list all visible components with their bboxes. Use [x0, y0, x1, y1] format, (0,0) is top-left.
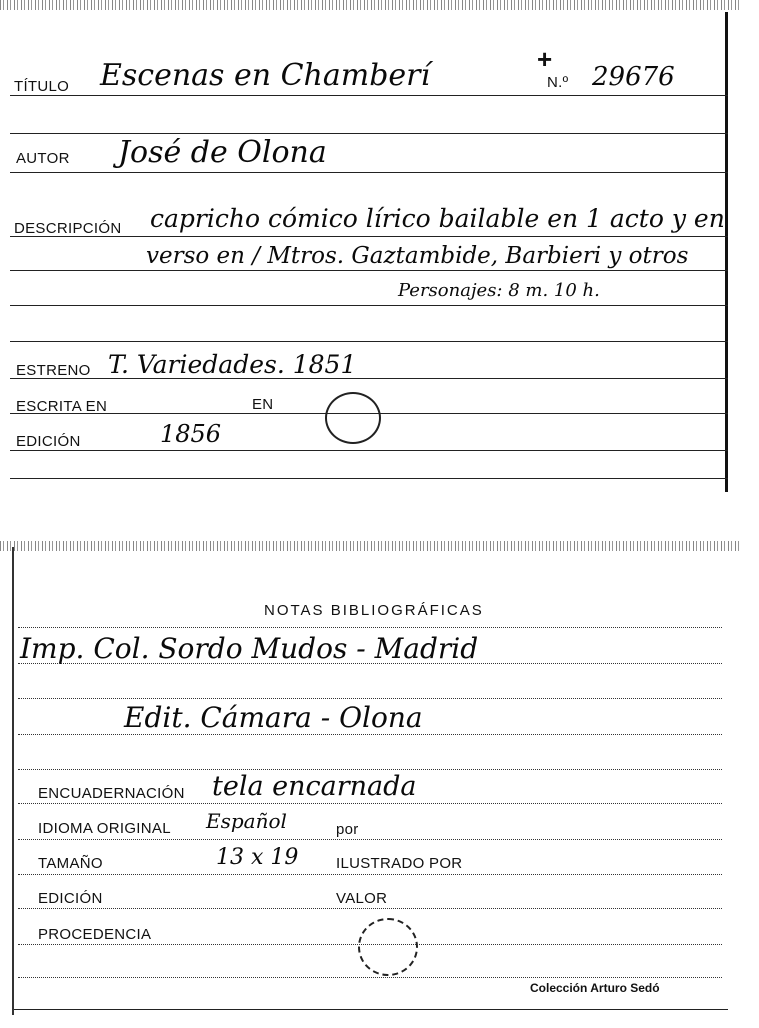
estreno-value: T. Variedades. 1851 — [108, 350, 357, 379]
card-border-left — [12, 547, 14, 1015]
dotted-line — [18, 944, 722, 945]
edicion-value: 1856 — [160, 420, 222, 448]
line — [10, 450, 728, 451]
escrita-label: ESCRITA EN — [16, 398, 108, 415]
catalog-card-front — [0, 0, 740, 492]
descripcion-label: DESCRIPCIÓN — [14, 220, 122, 237]
dotted-line — [18, 663, 722, 664]
line — [10, 95, 728, 96]
line — [10, 236, 728, 237]
edicion-label: EDICIÓN — [16, 433, 81, 450]
idioma-label: IDIOMA ORIGINAL — [38, 820, 171, 837]
dotted-line — [18, 839, 722, 840]
dotted-line — [18, 874, 722, 875]
encuadernacion-value: tela encarnada — [212, 771, 417, 802]
line — [10, 478, 728, 479]
descripcion-line2: verso en / Mtros. Gaztambide, Barbieri y otros — [146, 243, 689, 269]
library-stamp — [325, 392, 381, 444]
numero-label: N.º — [547, 74, 569, 91]
estreno-label: ESTRENO — [16, 362, 91, 379]
notas-heading: NOTAS BIBLIOGRÁFICAS — [264, 602, 484, 619]
titulo-label: TÍTULO — [14, 78, 70, 95]
idioma-value: Español — [206, 809, 287, 833]
tamano-label: TAMAÑO — [38, 855, 103, 872]
titulo-value: Escenas en Chamberí — [100, 58, 431, 93]
autor-value: José de Olona — [118, 135, 327, 170]
line — [10, 133, 728, 134]
cross-mark: + — [537, 44, 553, 74]
tamano-value: 13 x 19 — [216, 845, 299, 870]
line — [10, 270, 728, 271]
dotted-line — [18, 734, 722, 735]
encuadernacion-label: ENCUADERNACIÓN — [38, 785, 185, 802]
edicion-label: EDICIÓN — [38, 890, 103, 907]
nota-line1: Imp. Col. Sordo Mudos - Madrid — [20, 632, 479, 665]
valor-label: VALOR — [336, 890, 388, 907]
line — [14, 1009, 728, 1010]
dotted-line — [18, 803, 722, 804]
card-border-right — [725, 12, 728, 492]
procedencia-label: PROCEDENCIA — [38, 926, 152, 943]
dotted-line — [18, 908, 722, 909]
nota-line2: Edit. Cámara - Olona — [124, 701, 423, 734]
en-label: EN — [252, 396, 274, 413]
dotted-line — [18, 977, 722, 978]
scan-edge-noise — [0, 0, 740, 10]
library-stamp — [358, 918, 418, 976]
ilustrado-label: ILUSTRADO POR — [336, 855, 463, 872]
scan-edge-noise — [0, 541, 740, 551]
line — [10, 305, 728, 306]
descripcion-line1: capricho cómico lírico bailable en 1 acto y en — [150, 204, 725, 233]
line — [10, 341, 728, 342]
coleccion-footer: Colección Arturo Sedó — [530, 981, 660, 995]
dotted-line — [18, 627, 722, 628]
numero-value: 29676 — [592, 62, 675, 92]
dotted-line — [18, 698, 722, 699]
line — [10, 172, 728, 173]
autor-label: AUTOR — [16, 150, 70, 167]
line — [10, 413, 728, 414]
catalog-card-back — [0, 535, 740, 1015]
line — [10, 378, 728, 379]
por-label: por — [336, 821, 359, 838]
descripcion-line3: Personajes: 8 m. 10 h. — [398, 280, 600, 301]
dotted-line — [18, 769, 722, 770]
